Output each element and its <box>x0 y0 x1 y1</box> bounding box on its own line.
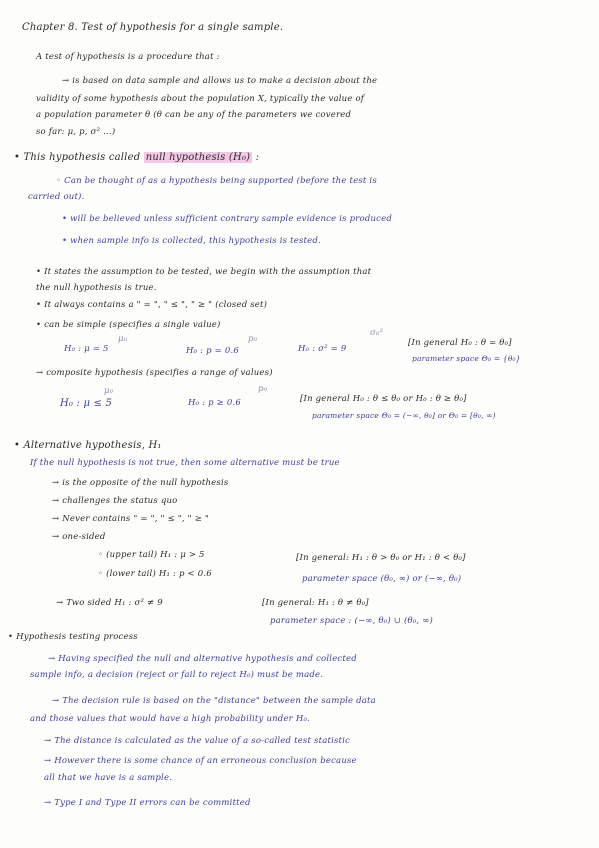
upper-tail: ◦ (upper tail) H₁ : μ > 5 <box>98 550 205 560</box>
parameter-space-composite: parameter space Θ₀ = (−∞, θ₀] or Θ₀ = [θ₀, ∞) <box>312 411 496 420</box>
general-two-sided: [In general: H₁ : θ ≠ θ₀] <box>262 598 369 608</box>
null-bullet-1a: ◦ Can be thought of as a hypothesis being supported (before the test is <box>56 176 377 186</box>
lower-tail: ◦ (lower tail) H₁ : p < 0.6 <box>98 569 212 579</box>
parameter-space-one-sided: parameter space (θ₀, ∞) or (−∞, θ₀) <box>302 574 462 584</box>
process-point-4a: → However there is some chance of an erroneous conclusion because <box>44 756 357 766</box>
null-statement-2: • It always contains a " = ", " ≤ ", " ≥ " (closed set) <box>36 300 268 310</box>
page-title: Chapter 8. Test of hypothesis for a single sample. <box>22 22 284 33</box>
simple-example-1: H₀ : μ = 5 <box>64 344 109 354</box>
general-composite: [In general H₀ : θ ≤ θ₀ or H₀ : θ ≥ θ₀] <box>300 394 467 404</box>
parameter-space-two-sided: parameter space : (−∞, θ₀) ∪ (θ₀, ∞) <box>270 616 434 626</box>
ex2-superscript: p₀ <box>248 334 258 344</box>
general-one-sided: [In general: H₁ : θ > θ₀ or H₁ : θ < θ₀] <box>296 553 466 563</box>
ex5-superscript: p₀ <box>258 384 268 394</box>
process-point-2a: → The decision rule is based on the "distance" between the sample data <box>52 696 376 706</box>
null-bullet-1b: carried out). <box>28 192 85 202</box>
alternative-heading: • Alternative hypothesis, H₁ <box>14 440 162 451</box>
process-heading: • Hypothesis testing process <box>8 632 138 642</box>
ex1-superscript: μ₀ <box>118 334 128 344</box>
process-point-4b: all that we have is a sample. <box>44 773 173 783</box>
null-bullet-2: • will be believed unless sufficient contrary sample evidence is produced <box>62 214 392 224</box>
process-point-5: → Type I and Type II errors can be committed <box>44 798 251 808</box>
intro-line-2: → is based on data sample and allows us to make a decision about the <box>62 76 378 86</box>
intro-line-5: so far: μ, p, σ² ...) <box>36 127 116 137</box>
process-point-1a: → Having specified the null and alternative hypothesis and collected <box>48 654 357 664</box>
simple-example-2: H₀ : p = 0.6 <box>186 346 239 356</box>
general-simple: [In general H₀ : θ = θ₀] <box>408 338 512 348</box>
null-statement-3: • can be simple (specifies a single value) <box>36 320 221 330</box>
process-point-3: → The distance is calculated as the value of a so-called test statistic <box>44 736 351 746</box>
null-statement-1b: the null hypothesis is true. <box>36 283 157 293</box>
alternative-point-2: → challenges the status quo <box>52 496 178 506</box>
null-heading-highlight: null hypothesis (H₀) <box>145 152 251 163</box>
ex4-superscript: μ₀ <box>104 386 114 396</box>
simple-example-3: H₀ : σ² = 9 <box>298 344 347 354</box>
null-heading <box>14 152 259 163</box>
two-sided: → Two sided H₁ : σ² ≠ 9 <box>56 598 163 608</box>
composite-example-2: H₀ : p ≥ 0.6 <box>188 398 241 408</box>
null-heading-prefix: • This hypothesis called <box>14 152 141 163</box>
null-heading-suffix: : <box>255 152 260 163</box>
parameter-space-simple: parameter space Θ₀ = {θ₀} <box>412 354 521 363</box>
alternative-point-1: → is the opposite of the null hypothesis <box>52 478 229 488</box>
alternative-intro: If the null hypothesis is not true, then some alternative must be true <box>30 458 340 468</box>
null-bullet-3: • when sample info is collected, this hypothesis is tested. <box>62 236 321 246</box>
alternative-point-4: → one-sided <box>52 532 106 542</box>
intro-line-4: a population parameter θ (θ can be any of the parameters we covered <box>36 110 352 120</box>
process-point-2b: and those values that would have a high probability under H₀. <box>30 714 310 724</box>
alternative-point-3: → Never contains " = ", " ≤ ", " ≥ " <box>52 514 210 524</box>
process-point-1b: sample info, a decision (reject or fail to reject H₀) must be made. <box>30 670 324 680</box>
ex3-superscript: σ₀² <box>370 328 384 338</box>
composite-example-1: H₀ : μ ≤ 5 <box>60 398 113 409</box>
null-statement-1a: • It states the assumption to be tested, we begin with the assumption that <box>36 267 372 277</box>
intro-line-1: A test of hypothesis is a procedure that : <box>36 52 220 62</box>
composite-heading: → composite hypothesis (specifies a range of values) <box>36 368 273 378</box>
intro-line-3: validity of some hypothesis about the population X, typically the value of <box>36 94 365 104</box>
